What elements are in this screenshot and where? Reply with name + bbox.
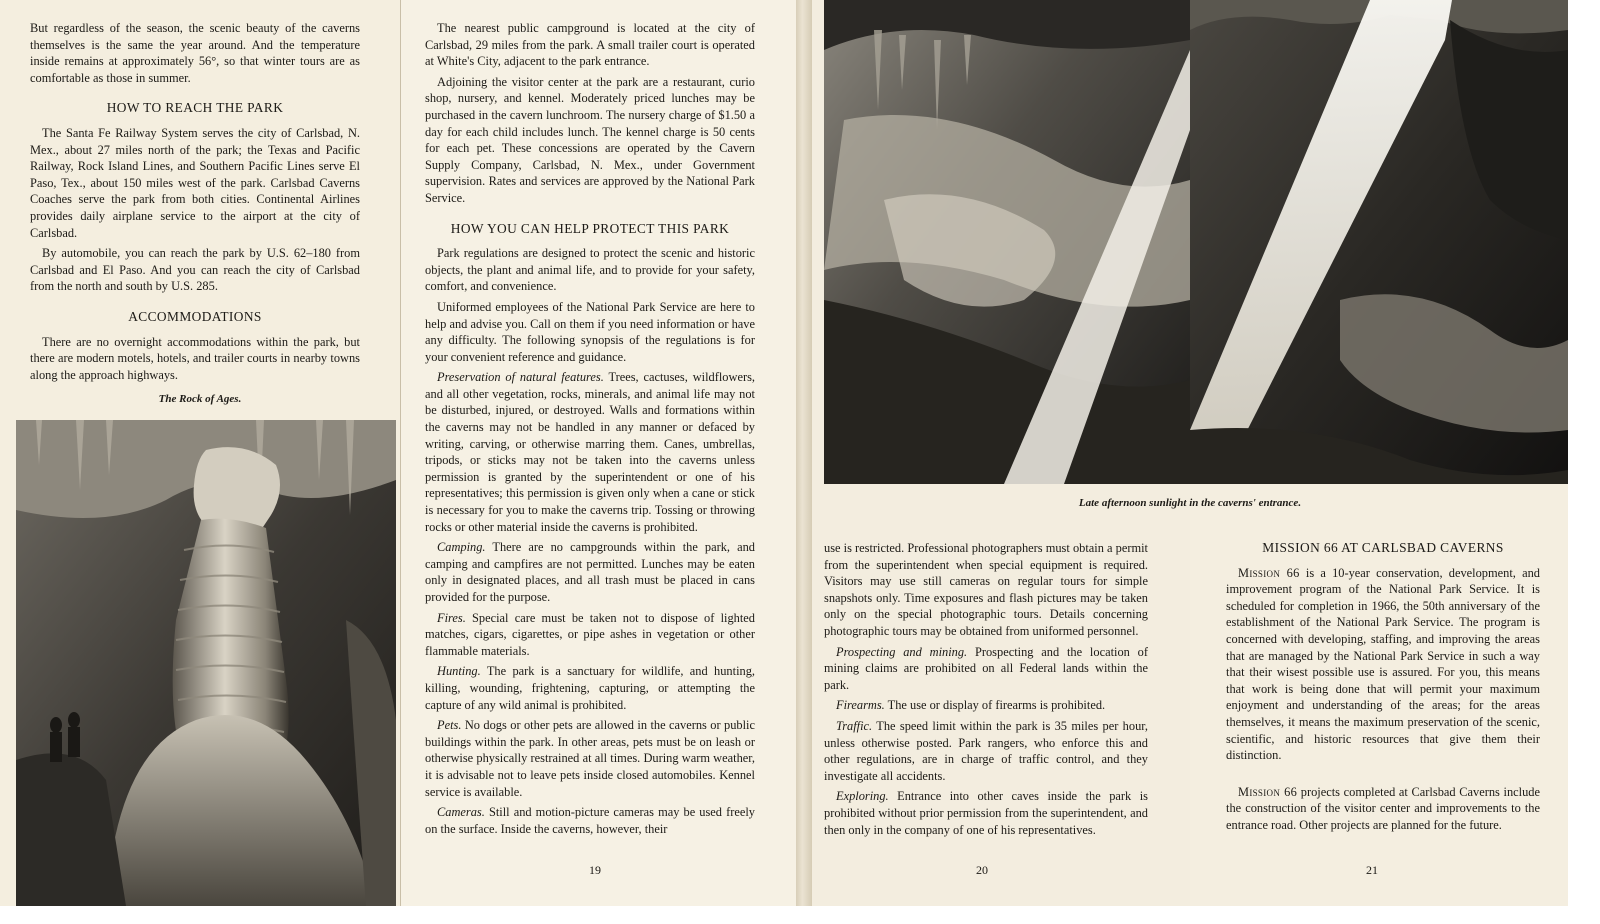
prospecting-text: Prospecting and the location of mining claims are prohibited on all Federal lands within the park. [824, 644, 1148, 692]
employees-paragraph: Uniformed employees of the National Park Service are here to help and advise you. Call on them if you need information or have any difficulty. The following synopsis of the regulations is for your convenient reference and guidance. [425, 299, 755, 364]
campground-paragraph: The nearest public campground is located at the city of Carlsbad, 29 miles from the park. A small trailer court is operated at White's City, adjacent to the park entrance. [425, 21, 755, 69]
firearms-text: The use or display of firearms is prohibited. [887, 698, 1106, 713]
exploring-text: Entrance into other caves inside the park is prohibited without prior permission from the superintendent, and then only in the company of one of his representatives. [824, 789, 1148, 837]
page-19-text [425, 20, 755, 841]
hunting-text: The park is a sanctuary for wildlife, and hunting, killing, wounding, frightening, capturing, or attempting the capture of any wild animal is prohibited. [425, 664, 755, 712]
pets-paragraph [425, 717, 755, 800]
page-20 [812, 0, 1190, 906]
book-gutter [796, 0, 812, 906]
page-number-19: 19 [589, 863, 601, 877]
mission-66-text-1: is a 10-year conservation, development, and improvement program of the National Park Service. It is scheduled for completion in 1966, the 50th anniversary of the establishment of the National Park Service. The program is concerned with developing, staffing, and improving the areas that are managed by the National Park Service in such a way that their wisest possible use is assured. For you, this means that work is being done that will permit your maximum enjoyment and understanding of the areas; for the areas themselves, it means the maximum preservation of the scenic, scientific, and historic resources that give them their distinction. [1226, 565, 1540, 763]
entrance-sunlight-caption: Late afternoon sunlight in the caverns' entrance. [1078, 497, 1302, 509]
camping-text: There are no campgrounds within the park, and camping and campfires are not permitted. Lunches may be eaten only in designated places, and all trash must be placed in cans provided for the purpose. [425, 540, 756, 604]
hunting-paragraph [425, 663, 755, 713]
prospecting-paragraph [824, 644, 1148, 694]
pets-text: No dogs or other pets are allowed in the caverns or public buildings within the park. In other areas, pets must be on leash or otherwise physically restrained at all times. During warm weather, it is advisable not to leave pets inside closed automobiles. Kennel service is available. [425, 718, 755, 799]
pets-label: Pets. [437, 718, 462, 733]
prospecting-label: Prospecting and mining. [836, 644, 968, 659]
hunting-label: Hunting. [437, 664, 481, 679]
preservation-label: Preservation of natural features. [437, 370, 604, 385]
camping-label: Camping. [437, 540, 486, 555]
page-number-21: 21 [1366, 863, 1378, 877]
rock-of-ages-caption: The Rock of Ages. [158, 393, 242, 405]
how-to-reach-heading: HOW TO REACH THE PARK [106, 100, 284, 116]
exploring-paragraph [824, 788, 1148, 838]
preservation-paragraph [425, 369, 755, 535]
intro-paragraph: But regardless of the season, the scenic beauty of the caverns themselves is the same the year around. And the temperature inside remains at approximately 56°, so that winter tours are as comfortable as those in summer. [30, 21, 360, 85]
camera-restriction-paragraph: use is restricted. Professional photographers must obtain a permit from the superintendent when special equipment is required. Visitors may use still cameras on regular tours for simple snapshots only. Time exposures and flash pictures may be taken only on the special photographic tours. Details concerning photographic tours may be obtained from uniformed personnel. [824, 541, 1148, 638]
page-21 [1190, 0, 1568, 906]
page-number-20: 20 [976, 863, 988, 877]
cameras-paragraph [425, 804, 755, 837]
mission-66-text-2: projects completed at Carlsbad Caverns include the construction of the visitor center and improvements to the entrance road. Other projects are planned for the future. [1226, 784, 1540, 832]
rock-of-ages-photo [16, 420, 396, 906]
firearms-label: Firearms. [836, 698, 885, 713]
mission-66-smallcaps-2: Mission 66 [1238, 784, 1298, 799]
traffic-paragraph [824, 718, 1148, 784]
entrance-sunlight-photo-right [1190, 0, 1568, 484]
page-18-text [30, 20, 360, 387]
firearms-paragraph [824, 697, 1148, 714]
visitor-center-paragraph: Adjoining the visitor center at the park are a restaurant, curio shop, nursery, and kennel. Moderately priced lunches may be purchased in the cavern lunchroom. The nursery charge of $1.50 a day for each child includes lunch. The kennel charge is 50 cents for each pet. These concessions are operated by the Cavern Supply Company, Carlsbad, N. Mex., under Government supervision. Rates and services are approved by the National Park Service. [425, 74, 755, 205]
camping-paragraph [425, 539, 755, 605]
mission-66-smallcaps-1: Mission 66 [1238, 565, 1300, 580]
scan-margin-bottom [0, 906, 1600, 924]
fires-text: Special care must be taken not to dispose of lighted matches, cigars, cigarettes, or pipe ashes in vegetation or other flammable materials. [425, 610, 755, 658]
accommodations-heading: ACCOMMODATIONS [128, 308, 262, 324]
traffic-label: Traffic. [836, 718, 873, 733]
scan-margin-right [1568, 0, 1600, 924]
preservation-text: Trees, cactuses, wildflowers, and all other vegetation, rocks, minerals, and animal life may not be disturbed, injured, or destroyed. Walls and formations within the caverns may not be handled in any manner or defaced by writing, carving, or otherwise marring them. Canes, umbrellas, tripods, or sticks may not be taken into the caverns unless permission is granted by the superintendent or one of his representatives; this permission is given only when a cane or stick is necessary for you to make the caverns trip. Tossing or throwing rocks or other material inside the caverns is prohibited. [425, 370, 755, 534]
page-19 [400, 0, 797, 906]
reach-paragraph-1: The Santa Fe Railway System serves the city of Carlsbad, N. Mex., about 27 miles north of the park; the Texas and Pacific Railway, Rock Island Lines, and Southern Pacific Lines serve El Paso, Tex., about 150 miles west of the park. Carlsbad Caverns Coaches serve the park from both cities. Continental Airlines provides daily airplane service to the airport at the city of Carlsbad. [30, 125, 360, 240]
page-18 [0, 0, 400, 906]
fires-paragraph [425, 610, 755, 660]
protect-park-heading: HOW YOU CAN HELP PROTECT THIS PARK [450, 220, 730, 236]
traffic-text: The speed limit within the park is 35 miles per hour, unless otherwise posted. Park rangers, who enforce this and other regulations, are in charge of traffic control, and they investigate all accidents. [824, 718, 1148, 783]
fires-label: Fires. [437, 610, 466, 625]
mission-66-paragraph-2 [1226, 784, 1540, 834]
exploring-label: Exploring. [836, 789, 889, 804]
entrance-sunlight-photo-left [824, 0, 1190, 484]
cameras-text: Still and motion-picture cameras may be used freely on the surface. Inside the caverns, however, their [425, 805, 755, 836]
mission-66-heading: MISSION 66 AT CARLSBAD CAVERNS [1262, 540, 1504, 555]
page-20-text [824, 540, 1148, 842]
accommodations-paragraph: There are no overnight accommodations within the park, but there are modern motels, hotels, and trailer courts in nearby towns along the approach highways. [30, 334, 360, 382]
page-21-text [1226, 540, 1540, 838]
cameras-label: Cameras. [437, 805, 485, 820]
reach-paragraph-2: By automobile, you can reach the park by U.S. 62–180 from Carlsbad and El Paso. And you can reach the city of Carlsbad from the north and south by U.S. 285. [30, 246, 360, 294]
regulations-paragraph: Park regulations are designed to protect the scenic and historic objects, the plant and animal life, and to provide for your safety, comfort, and convenience. [425, 246, 755, 294]
mission-66-paragraph-1 [1226, 565, 1540, 764]
